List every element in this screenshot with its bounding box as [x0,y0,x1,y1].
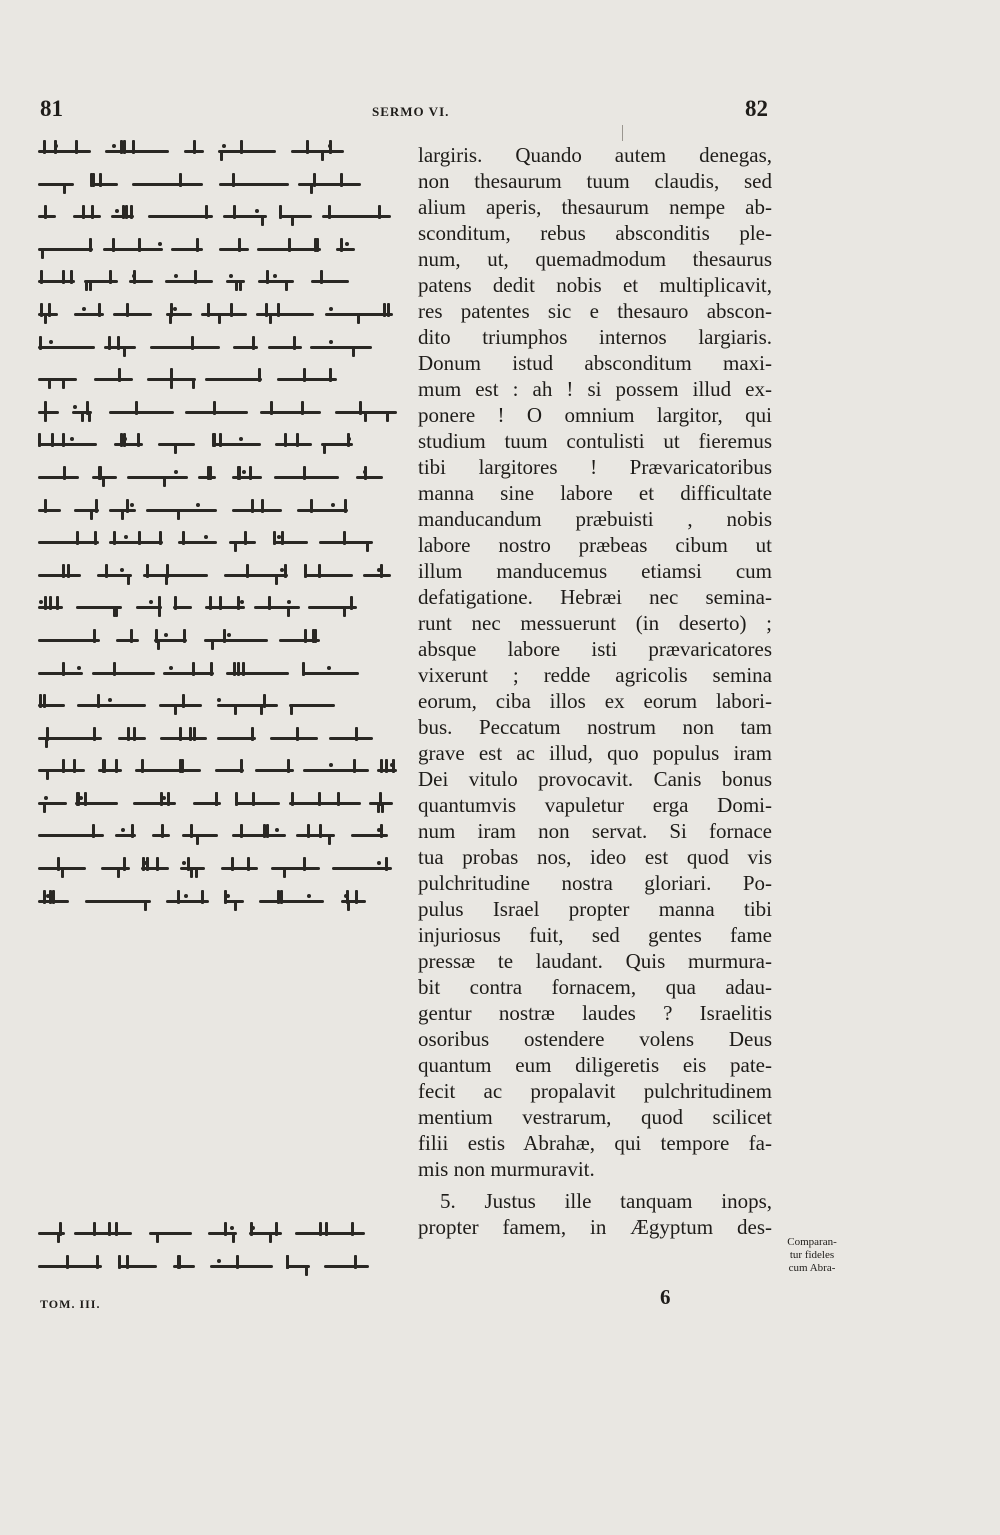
margin-note-line: cum Abra- [788,1262,836,1274]
syriac-line [38,499,403,523]
syriac-line [38,662,403,686]
latin-line: studium tuum contulisti ut fieremus [418,429,772,453]
volume-mark: TOM. III. [40,1297,101,1311]
latin-line: tibi largitores ! Prævaricatoribus [418,455,772,479]
latin-line: illum manducemus etiamsi cum [418,559,772,583]
syriac-line [38,890,403,914]
syriac-line [38,857,403,881]
syriac-line [38,792,403,816]
syriac-line [38,759,403,783]
syriac-line [38,140,403,164]
syriac-line [38,824,403,848]
latin-line: res patentes sic e thesauro abscon- [418,299,772,323]
latin-line: mentium vestrarum, quod scilicet [418,1105,772,1129]
syriac-line [38,1255,403,1279]
latin-line: 5. Justus ille tanquam inops, [440,1189,772,1213]
latin-line: pulus Israel propter manna tibi [418,897,772,921]
syriac-line [38,433,403,457]
latin-line: quantumvis vapuletur erga Domi- [418,793,772,817]
margin-note-line: Comparan- [787,1236,837,1248]
syriac-line [38,466,403,490]
latin-line: mis non murmuravit. [418,1157,595,1181]
latin-line: alium aperis, thesaurum nempe ab- [418,195,772,219]
signature-mark: 6 [660,1285,671,1309]
latin-line: pulchritudine nostra gloriari. Po- [418,871,772,895]
right-page-number: 82 [745,96,768,121]
latin-line: gentur nostræ laudes ? Israelitis [418,1001,772,1025]
latin-line: quantum eum diligeretis eis pate- [418,1053,772,1077]
syriac-text-column [38,140,403,922]
latin-line: propter famem, in Ægyptum des- [418,1215,772,1239]
latin-line: injuriosus fuit, sed gentes fame [418,923,772,947]
syriac-line [38,173,403,197]
latin-line: vixerunt ; redde agricolis semina [418,663,772,687]
latin-line: num iram non servat. Si fornace [418,819,772,843]
latin-line: osoribus ostendere volens Deus [418,1027,772,1051]
syriac-line [38,596,403,620]
latin-line: mum est : ah ! si possem illud ex- [418,377,772,401]
latin-text-column [418,142,772,1240]
latin-line: fecit ac propalavit pulchritudinem [418,1079,772,1103]
syriac-line [38,531,403,555]
latin-line: absque labore isti prævaricatores [418,637,772,661]
syriac-line [38,629,403,653]
syriac-line [38,336,403,360]
latin-line: ponere ! O omnium largitor, qui [418,403,772,427]
latin-line: pressæ te laudant. Quis murmura- [418,949,772,973]
latin-line: grave est ac illud, quo populus iram [418,741,772,765]
syriac-line [38,694,403,718]
latin-line: labore nostro præbeas cibum ut [418,533,772,557]
margin-note [773,1236,851,1275]
latin-line: eorum, ciba illos ex eorum labori- [418,689,772,713]
margin-note-line: tur fideles [789,1249,835,1261]
syriac-line [38,238,403,262]
latin-line: defatigatione. Hebræi nec semina- [418,585,772,609]
latin-line: non thesaurum tuum claudis, sed [418,169,772,193]
latin-line: sconditum, rebus absconditis ple- [418,221,772,245]
syriac-line [38,368,403,392]
latin-line: tua probas nos, ideo est quod vis [418,845,772,869]
latin-line: manna sine labore et difficultate [418,481,772,505]
syriac-line [38,727,403,751]
latin-line: num, ut, quemadmodum thesaurus [418,247,772,271]
syriac-line [38,564,403,588]
left-page-number: 81 [40,96,63,121]
latin-line: Dei vitulo provocavit. Canis bonus [418,767,772,791]
running-title: SERMO VI. [372,104,450,119]
latin-line: runt nec messuerunt (in deserto) ; [418,611,772,635]
syriac-line [38,303,403,327]
syriac-line [38,205,403,229]
syriac-line [38,401,403,425]
latin-line: Donum istud absconditum maxi- [418,351,772,375]
latin-line: patens dedit nobis et multiplicavit, [418,273,772,297]
latin-line: dito triumphos internos largiaris. [418,325,772,349]
latin-line: largiris. Quando autem denegas, [418,143,772,167]
latin-line: filii estis Abrahæ, qui tempore fa- [418,1131,772,1155]
latin-line: manducandum præbuisti , nobis [418,507,772,531]
printer-mark [622,125,623,141]
latin-line: bit contra fornacem, qua adau- [418,975,772,999]
latin-line: bus. Peccatum nostrum non tam [418,715,772,739]
syriac-text-continued [38,1222,403,1287]
syriac-line [38,1222,403,1246]
syriac-line [38,270,403,294]
